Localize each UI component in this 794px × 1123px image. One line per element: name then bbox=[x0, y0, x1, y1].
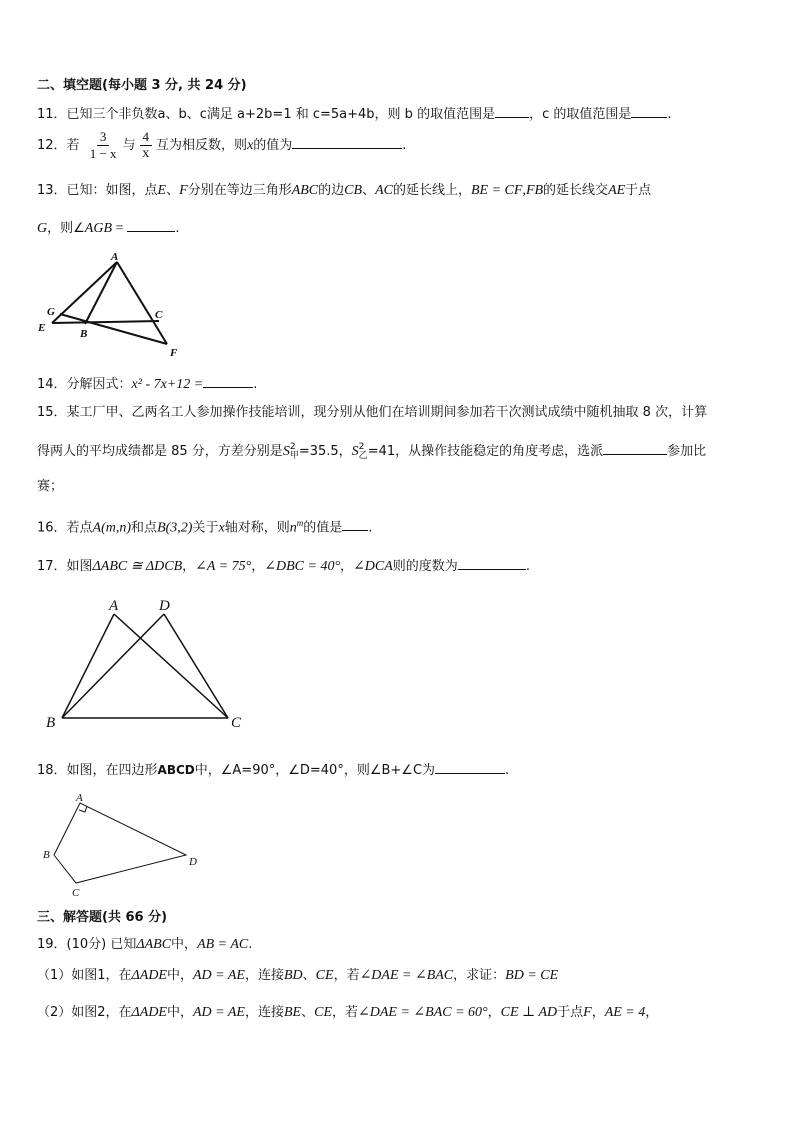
q19-p1-f: ，求证： bbox=[453, 968, 506, 983]
q18-quadrilateral: ABCD bbox=[157, 763, 195, 777]
q13-point-f: F bbox=[179, 183, 188, 198]
q13-text-c: 的边 bbox=[318, 183, 345, 198]
q13-label-e: E bbox=[38, 322, 46, 334]
q15-s-yi: S bbox=[351, 444, 359, 459]
q11-answer-blank-b[interactable] bbox=[495, 104, 529, 118]
q13-text-b: 分别在等边三角形 bbox=[187, 183, 292, 198]
q16-text-d: 轴对称，则 bbox=[224, 520, 290, 536]
q13-be-cf: BE = CF bbox=[470, 183, 523, 198]
q19-p2-c: ，连接 bbox=[244, 1005, 284, 1020]
q13-ae: AE bbox=[608, 183, 626, 198]
q17-label-a: A bbox=[109, 598, 119, 614]
q18-label-d: D bbox=[189, 856, 197, 868]
q19-p1-angle-eq: ∠DAE = ∠BAC bbox=[359, 968, 454, 983]
q14-answer-blank[interactable] bbox=[203, 374, 253, 388]
question-19-head bbox=[37, 936, 252, 954]
question-19-part-2 bbox=[37, 1004, 658, 1022]
q13-end: . bbox=[175, 221, 180, 236]
q13-angle-agb: AGB bbox=[84, 221, 112, 236]
q13-sep: 、 bbox=[166, 183, 180, 198]
q17-answer-blank[interactable] bbox=[458, 556, 526, 570]
q12-text2: 的值为 bbox=[253, 138, 293, 153]
q16-point-b: B(3,2) bbox=[157, 520, 193, 536]
q17-text-a: 17．如图 bbox=[37, 559, 93, 574]
q14-text: 14．分解因式： bbox=[37, 377, 132, 392]
q19-p2-point-f: F bbox=[583, 1005, 592, 1020]
q17-end: . bbox=[525, 559, 530, 574]
q13-line-ae bbox=[52, 262, 117, 323]
q17-text-c: 则的度数为 bbox=[392, 559, 458, 574]
q15-s-jia-sup: 2 bbox=[289, 441, 296, 452]
q19-p1-b: 中， bbox=[166, 968, 193, 983]
q13-line-ec bbox=[52, 321, 159, 323]
q19-p2-f: ， bbox=[487, 1005, 501, 1020]
q13-label-g: G bbox=[47, 306, 55, 318]
q15-s-yi-sub: 乙 bbox=[358, 450, 368, 461]
q12-fraction-1 bbox=[88, 129, 119, 162]
q17-angle-dbc: ∠DBC = 40° bbox=[264, 559, 341, 574]
q17-label-b: B bbox=[46, 715, 56, 731]
q14-end: . bbox=[253, 377, 258, 392]
q19-p1-ad-ae: AD = AE bbox=[193, 968, 245, 983]
q17-congruence: ΔABC ≅ ΔDCB bbox=[92, 559, 183, 574]
q17-line-ac bbox=[114, 614, 228, 718]
q19-p2-ce: CE bbox=[314, 1005, 332, 1020]
q17-text-b: ， bbox=[182, 559, 196, 574]
q19-p1-ade: ΔADE bbox=[131, 968, 167, 983]
q13-label-f: F bbox=[170, 347, 178, 359]
q11-text: 已知三个非负数a、b、c满足 a+2b=1 和 c=5a+4b，则 b 的取值范围是 bbox=[66, 107, 496, 122]
q15-text-a: 得两人的平均成绩都是 85 分，方差分别是 bbox=[37, 444, 283, 459]
q11-end: . bbox=[667, 107, 672, 122]
q13-sep2: 、 bbox=[362, 183, 376, 198]
question-16 bbox=[37, 514, 372, 537]
q16-answer-blank[interactable] bbox=[342, 517, 368, 531]
q19-p2-e: ，若 bbox=[332, 1005, 359, 1020]
question-17 bbox=[37, 556, 530, 576]
q11-text-mid: ，c 的取值范围是 bbox=[529, 107, 632, 122]
question-14 bbox=[37, 374, 257, 394]
q19-p2-b: 中， bbox=[166, 1005, 193, 1020]
q18-right-angle-mark bbox=[79, 806, 87, 812]
q19-head-a: 19．(10分) 已知 bbox=[37, 937, 137, 952]
question-15-line-1: 15．某工厂甲、乙两名工人参加操作技能培训，现分别从他们在培训期间参加若干次测试成绩中随机抽取 8 次，计算 bbox=[37, 405, 708, 420]
q17-label-d: D bbox=[159, 598, 170, 614]
q15-answer-blank[interactable] bbox=[603, 441, 667, 455]
question-18 bbox=[37, 760, 509, 780]
q13-text-e: 的延长线交 bbox=[543, 183, 609, 198]
q19-p1-e: ，若 bbox=[333, 968, 360, 983]
q17-sep: ， bbox=[251, 559, 265, 574]
q14-expression: x² - 7x+12 = bbox=[131, 377, 204, 392]
q16-n: n bbox=[289, 520, 297, 536]
q18-label-a: A bbox=[76, 792, 83, 804]
q19-ab-ac: AB = AC bbox=[197, 937, 249, 952]
question-11 bbox=[37, 104, 672, 124]
q12-frac1-denominator: 1 − x bbox=[89, 146, 117, 161]
q19-p2-ad-ae: AD = AE bbox=[193, 1005, 245, 1020]
q13-text-d: 的延长线上， bbox=[392, 183, 471, 198]
q19-p2-h: ， bbox=[591, 1005, 605, 1020]
q12-var-x: x bbox=[247, 138, 254, 153]
q17-sep2: ， bbox=[340, 559, 354, 574]
q13-triangle-abc: ABC bbox=[291, 183, 319, 198]
q13-label-c: C bbox=[155, 309, 163, 321]
q17-line-dc bbox=[164, 614, 228, 718]
q13-eq: = bbox=[112, 221, 124, 236]
q18-end: . bbox=[505, 763, 510, 778]
q19-triangle-abc: ΔABC bbox=[136, 937, 172, 952]
q12-text: 互为相反数，则 bbox=[156, 138, 248, 153]
q16-point-a: A(m,n) bbox=[92, 520, 132, 536]
q19-p2-be: BE bbox=[283, 1005, 302, 1020]
q13-text-g: ，则∠ bbox=[47, 221, 85, 236]
q13-side-cb: CB bbox=[344, 183, 363, 198]
q13-point-e: E bbox=[157, 183, 167, 198]
q19-p1-bd: BD bbox=[283, 968, 303, 983]
question-13-line-1 bbox=[37, 182, 651, 200]
q17-line-ba bbox=[62, 614, 114, 718]
q15-value-1: =35.5， bbox=[298, 444, 352, 459]
q19-p2-a: （2）如图2，在 bbox=[37, 1005, 132, 1020]
q13-point-g: G bbox=[37, 221, 48, 236]
q15-s-jia-sub: 甲 bbox=[289, 450, 299, 461]
q18-label-c: C bbox=[72, 887, 80, 899]
q15-value-2: =41，从操作技能稳定的角度考虑，选派 bbox=[367, 444, 604, 459]
q19-p2-ae-4: AE = 4 bbox=[604, 1005, 646, 1020]
section-heading-solutions: 三、解答题(共 66 分) bbox=[37, 910, 168, 925]
q16-text-b: 和点 bbox=[131, 520, 158, 536]
question-12 bbox=[37, 129, 406, 162]
q19-head-end: . bbox=[248, 937, 253, 952]
q12-fraction-2 bbox=[140, 129, 153, 162]
q12-answer-blank[interactable] bbox=[292, 135, 402, 149]
q12-end: . bbox=[402, 138, 407, 153]
question-19-part-1 bbox=[37, 967, 558, 985]
question-15-line-3: 赛； bbox=[37, 479, 64, 494]
q15-s-jia: S bbox=[282, 444, 290, 459]
q19-p2-angle-eq: ∠DAE = ∠BAC = 60° bbox=[358, 1005, 488, 1020]
q19-head-b: 中， bbox=[171, 937, 198, 952]
q18-quadrilateral-shape bbox=[54, 803, 186, 883]
q16-text-c: 关于 bbox=[192, 520, 219, 536]
q16-m-sup: m bbox=[296, 518, 304, 528]
q13-line-gf bbox=[60, 314, 167, 344]
q13-line-ab bbox=[85, 262, 117, 324]
q11-answer-blank-c[interactable] bbox=[631, 104, 667, 118]
q17-angle-dca: ∠DCA bbox=[353, 559, 393, 574]
q19-p1-d: 、 bbox=[302, 968, 316, 983]
q15-s-yi-sup: 2 bbox=[358, 441, 365, 452]
q13-text-f: 于点 bbox=[625, 183, 652, 198]
q12-frac1-numerator: 3 bbox=[97, 129, 110, 146]
q12-number: 12．若 bbox=[37, 138, 80, 153]
q19-p2-i: ， bbox=[645, 1005, 659, 1020]
q13-answer-blank[interactable] bbox=[127, 218, 175, 232]
q17-label-c: C bbox=[231, 715, 242, 731]
q11-number: 11． bbox=[37, 107, 67, 122]
q17-line-bd bbox=[62, 614, 164, 718]
q19-p2-ce-perp-ad: CE ⊥ AD bbox=[500, 1005, 558, 1020]
q19-p1-c: ，连接 bbox=[244, 968, 284, 983]
q18-text-b: 中，∠A=90°，∠D=40°，则∠B+∠C为 bbox=[194, 763, 436, 778]
q16-end: . bbox=[368, 520, 373, 536]
q19-p2-d: 、 bbox=[301, 1005, 315, 1020]
q19-p1-a: （1）如图1，在 bbox=[37, 968, 132, 983]
q16-text-a: 16．若点 bbox=[37, 520, 93, 536]
q15-text-b: 参加比 bbox=[667, 444, 707, 459]
q12-text-with: 与 bbox=[122, 138, 136, 153]
q16-text-e: 的值是 bbox=[303, 520, 343, 536]
q19-p1-bd-ce: BD = CE bbox=[505, 968, 559, 983]
q19-p1-ce: CE bbox=[315, 968, 334, 983]
q13-comma: , bbox=[522, 183, 526, 198]
q12-frac2-denominator: x bbox=[142, 146, 150, 161]
q18-text-a: 18．如图，在四边形 bbox=[37, 763, 158, 778]
q13-fb: FB bbox=[525, 183, 544, 198]
q13-label-b: B bbox=[80, 328, 88, 340]
question-15-line-2 bbox=[37, 441, 706, 461]
question-13-line-2 bbox=[37, 218, 180, 238]
q13-side-ac: AC bbox=[375, 183, 393, 198]
q13-line-af bbox=[117, 262, 167, 344]
section-heading-fill-blank: 二、填空题(每小题 3 分, 共 24 分) bbox=[37, 78, 247, 93]
q13-label-a: A bbox=[111, 251, 119, 263]
q19-p2-g: 于点 bbox=[557, 1005, 584, 1020]
q16-x: x bbox=[218, 520, 225, 536]
q18-answer-blank[interactable] bbox=[435, 760, 505, 774]
q17-angle-a: ∠A = 75° bbox=[195, 559, 252, 574]
q12-frac2-numerator: 4 bbox=[140, 129, 153, 146]
q19-p2-ade: ΔADE bbox=[131, 1005, 167, 1020]
q18-label-b: B bbox=[43, 849, 50, 861]
q13-text-a: 13．已知：如图，点 bbox=[37, 183, 158, 198]
